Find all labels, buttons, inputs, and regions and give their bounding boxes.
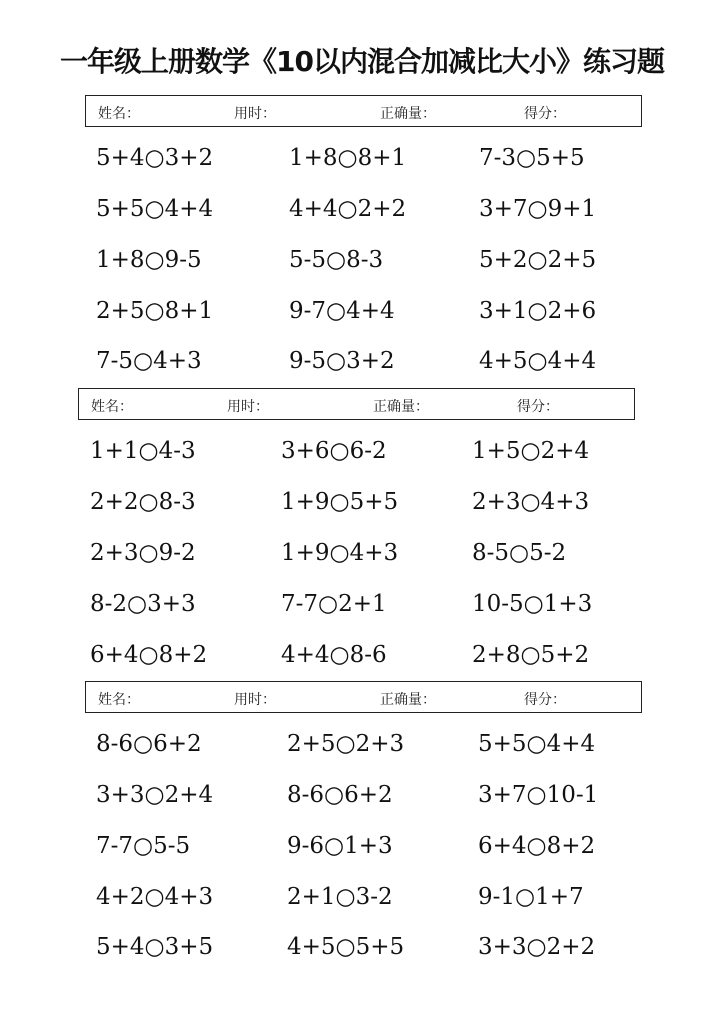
problem: 1+8○8+1	[289, 145, 407, 171]
score-label: 得分：	[524, 106, 566, 122]
correct-count-label: 正确量：	[373, 399, 429, 415]
problem: 4+5○4+4	[479, 348, 597, 374]
problem: 8-6○6+2	[287, 782, 393, 808]
problem: 3+1○2+6	[479, 298, 597, 324]
problem: 2+1○3-2	[287, 884, 393, 910]
problem: 1+8○9-5	[96, 247, 202, 273]
problem: 2+3○4+3	[472, 489, 590, 515]
problem: 3+7○10-1	[478, 782, 599, 808]
problem: 10-5○1+3	[472, 591, 593, 617]
problem: 7-7○5-5	[96, 833, 191, 859]
problem: 9-5○3+2	[289, 348, 395, 374]
problem: 6+4○8+2	[90, 642, 208, 668]
problem: 3+3○2+2	[478, 934, 596, 960]
time-label: 用时：	[227, 399, 269, 415]
page-title: 一年级上册数学《10以内混合加减比大小》练习题	[60, 45, 664, 78]
problem: 4+5○5+5	[287, 934, 405, 960]
problem: 1+9○5+5	[281, 489, 399, 515]
problem: 8-5○5-2	[472, 540, 567, 566]
info-box	[85, 681, 642, 713]
problem: 9-7○4+4	[289, 298, 395, 324]
problem: 8-6○6+2	[96, 731, 202, 757]
score-label: 得分：	[517, 399, 559, 415]
problem: 6+4○8+2	[478, 833, 596, 859]
problem: 7-7○2+1	[281, 591, 387, 617]
problem: 5+5○4+4	[478, 731, 596, 757]
problem: 5+4○3+5	[96, 934, 214, 960]
problem: 7-5○4+3	[96, 348, 202, 374]
problem: 1+1○4-3	[90, 438, 196, 464]
problem: 9-6○1+3	[287, 833, 393, 859]
problem: 5+2○2+5	[479, 247, 597, 273]
name-label: 姓名：	[98, 106, 140, 122]
problem: 5-5○8-3	[289, 247, 384, 273]
problem: 8-2○3+3	[90, 591, 196, 617]
problem: 1+5○2+4	[472, 438, 590, 464]
problem: 2+2○8-3	[90, 489, 196, 515]
problem: 3+7○9+1	[479, 196, 597, 222]
name-label: 姓名：	[98, 692, 140, 708]
correct-count-label: 正确量：	[380, 692, 436, 708]
score-label: 得分：	[524, 692, 566, 708]
problem: 9-1○1+7	[478, 884, 584, 910]
problem: 2+5○2+3	[287, 731, 405, 757]
problem: 4+4○8-6	[281, 642, 387, 668]
problem: 5+4○3+2	[96, 145, 214, 171]
problem: 4+2○4+3	[96, 884, 214, 910]
info-box	[85, 95, 642, 127]
time-label: 用时：	[234, 106, 276, 122]
problem: 2+8○5+2	[472, 642, 590, 668]
problem: 1+9○4+3	[281, 540, 399, 566]
correct-count-label: 正确量：	[380, 106, 436, 122]
problem: 3+6○6-2	[281, 438, 387, 464]
problem: 7-3○5+5	[479, 145, 585, 171]
problem: 2+3○9-2	[90, 540, 196, 566]
problem: 3+3○2+4	[96, 782, 214, 808]
time-label: 用时：	[234, 692, 276, 708]
problem: 5+5○4+4	[96, 196, 214, 222]
info-box	[78, 388, 635, 420]
problem: 2+5○8+1	[96, 298, 214, 324]
problem: 4+4○2+2	[289, 196, 407, 222]
name-label: 姓名：	[91, 399, 133, 415]
